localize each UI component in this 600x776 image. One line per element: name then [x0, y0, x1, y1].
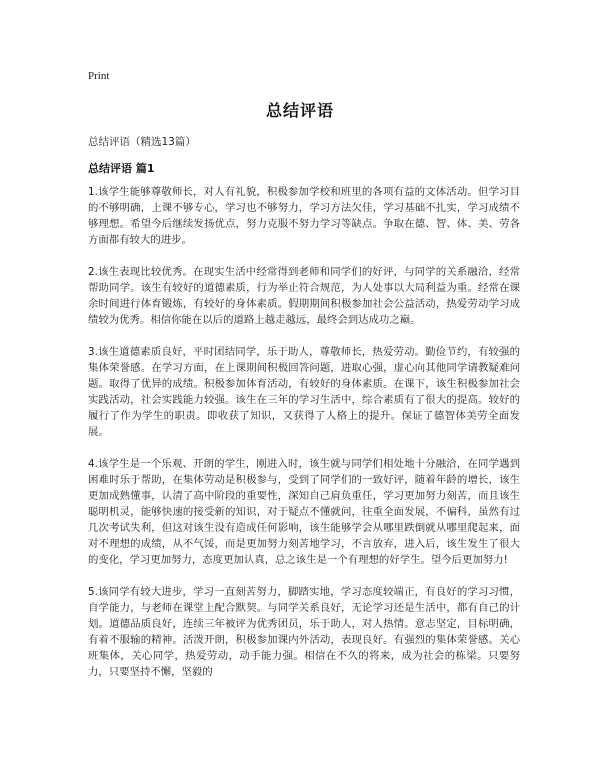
- page-title: 总结评语: [265, 101, 334, 120]
- document-body: [88, 184, 520, 696]
- paragraph-2: 2.该生表现比较优秀。在现实生活中经常得到老师和同学们的好评，与同学的关系融洽，经常帮助同学。该生有较好的道德素质，行为举止符合规范，为人处事以大局利益为重。经常在课余时间进行体育锻炼，有较好的身体素质。假期期间积极参加社会公益活动，热爱劳动学习成绩较为优秀。相信你能在以后的道路上越走越远，最终会到达成功之巅。: [88, 266, 520, 326]
- print-link[interactable]: Print: [88, 70, 110, 82]
- paragraph-5: 5.该同学有较大进步，学习一直刻苦努力，脚踏实地，学习态度较端正，有良好的学习习惯，自学能力，与老师在课堂上配合默契。与同学关系良好，无论学习还是生活中，都有自己的计划。道德品质良好，连续三年被评为优秀团员，乐于助人，对人热情。意志坚定，目标明确，有着不服输的精神。活泼开朗，积极参加课内外活动，表现良好。有强烈的集体荣誉感。关心班集体，关心同学，热爱劳动，动手能力强。相信在不久的将来，成为社会的栋梁。只要努力，只要坚持不懈，坚毅的: [88, 586, 520, 678]
- paragraph-1: 1.该学生能够尊敬师长，对人有礼貌，积极参加学校和班里的各项有益的文体活动。但学习目的不够明确，上课不够专心，学习也不够努力，学习方法欠佳，学习基础不扎实，学习成绩不够理想。希望今后继续发扬优点，努力克服不努力学习等缺点。争取在德、智、体、美、劳各方面都有较大的进步。: [88, 186, 520, 246]
- paragraph-4: 4.该学生是一个乐观、开朗的学生，刚进入时，该生就与同学们相处地十分融洽，在同学遇到困难时乐于帮助，在集体劳动是积极参与，受到了同学们的一致好评，随着年龄的增长，该生更加成熟懂事，认清了高中阶段的重要性，深知自己肩负重任，学习更加努力刻苦，而且该生聪明机灵，能够快速的接受新的知识，对于疑点不懂就问，往重全面发展，不偏科，虽然有过几次考试失利，但这对该生没有造成任何影响，该生能够学会从哪里跌倒就从哪里爬起来，面对不理想的成绩，从不气馁，而是更加努力刻苦地学习，不言放弃，进入后，该生发生了很大的变化，学习更加努力，态度更加认真，总之该生是一个有理想的好学生。望今后更加努力!: [88, 458, 520, 566]
- paragraph-3: 3.该生道德素质良好，平时团结同学，乐于助人，尊敬师长，热爱劳动。勤俭节约，有较强的集体荣誉感。在学习方面，在上课期间积极回答问题，进取心强，虚心向其他同学请教疑难问题。取得了优异的成绩。积极参加体育活动，有较好的身体素质。在课下，该生积极参加社会实践活动，社会实践能力较强。该生在三年的学习生活中，综合素质有了很大的提高。较好的履行了作为学生的职责。即收获了知识，又获得了人格上的提升。保证了德智体美劳全面发展。: [88, 346, 520, 438]
- section-heading: 总结评语 篇1: [88, 162, 155, 175]
- document-subtitle: 总结评语（精选13篇）: [88, 136, 196, 148]
